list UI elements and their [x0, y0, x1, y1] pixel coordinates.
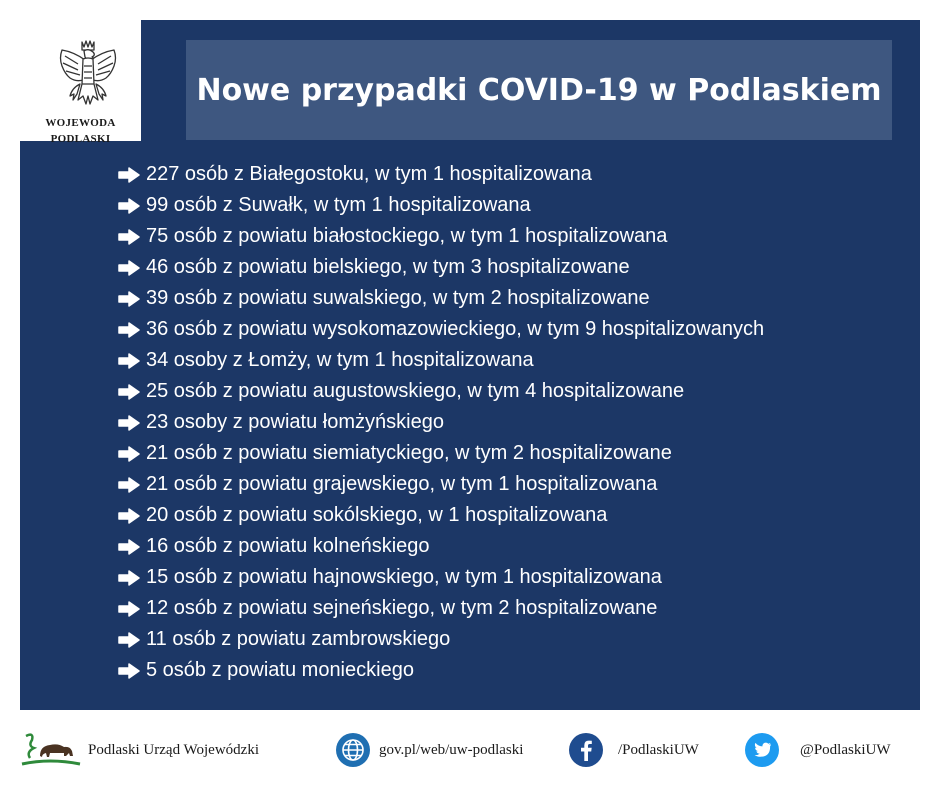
- list-item-text: 34 osoby z Łomży, w tym 1 hospitalizowana: [146, 349, 534, 371]
- list-item: [117, 469, 907, 500]
- list-item-text: 99 osób z Suwałk, w tym 1 hospitalizowana: [146, 194, 531, 216]
- arrow-right-icon: [117, 260, 141, 276]
- list-item-text: 21 osób z powiatu siemiatyckiego, w tym 2 hospitalizowane: [146, 442, 672, 464]
- list-item-text: 75 osób z powiatu białostockiego, w tym 1 hospitalizowana: [146, 225, 668, 247]
- arrow-right-icon: [117, 477, 141, 493]
- arrow-right-icon: [117, 508, 141, 524]
- emblem-title-line1: WOJEWODA: [45, 117, 116, 129]
- list-item-text: 20 osób z powiatu sokólskiego, w 1 hospitalizowana: [146, 504, 608, 526]
- arrow-right-icon: [117, 229, 141, 245]
- list-item-text: 23 osoby z powiatu łomżyńskiego: [146, 411, 444, 433]
- facebook-icon: [568, 732, 604, 768]
- arrow-right-icon: [117, 601, 141, 617]
- footer-website[interactable]: [335, 720, 523, 780]
- footer-twitter[interactable]: [744, 720, 890, 780]
- list-item: [117, 314, 907, 345]
- arrow-right-icon: [117, 632, 141, 648]
- page-title: Nowe przypadki COVID-19 w Podlaskiem: [196, 72, 882, 108]
- arrow-right-icon: [117, 539, 141, 555]
- list-item-text: 227 osób z Białegostoku, w tym 1 hospitalizowana: [146, 163, 592, 185]
- list-item: [117, 221, 907, 252]
- arrow-right-icon: [117, 384, 141, 400]
- list-item: [117, 407, 907, 438]
- list-item-text: 12 osób z powiatu sejneńskiego, w tym 2 hospitalizowane: [146, 597, 658, 619]
- footer-facebook-link[interactable]: /PodlaskiUW: [618, 741, 699, 758]
- list-item: [117, 531, 907, 562]
- list-item: [117, 438, 907, 469]
- arrow-right-icon: [117, 570, 141, 586]
- list-item-text: 25 osób z powiatu augustowskiego, w tym 4 hospitalizowane: [146, 380, 685, 402]
- list-item: [117, 593, 907, 624]
- arrow-right-icon: [117, 353, 141, 369]
- arrow-right-icon: [117, 198, 141, 214]
- list-item: [117, 283, 907, 314]
- list-item-text: 5 osób z powiatu monieckiego: [146, 659, 414, 681]
- list-item-text: 21 osób z powiatu grajewskiego, w tym 1 hospitalizowana: [146, 473, 658, 495]
- footer-website-link[interactable]: gov.pl/web/uw-podlaski: [379, 741, 524, 758]
- twitter-icon: [744, 732, 780, 768]
- list-item: [117, 159, 907, 190]
- list-item-text: 11 osób z powiatu zambrowskiego: [146, 628, 451, 650]
- list-item-text: 36 osób z powiatu wysokomazowieckiego, w tym 9 hospitalizowanych: [146, 318, 765, 340]
- list-item: [117, 345, 907, 376]
- globe-icon: [335, 732, 371, 768]
- list-item-text: 15 osób z powiatu hajnowskiego, w tym 1 hospitalizowana: [146, 566, 662, 588]
- list-item: [117, 376, 907, 407]
- arrow-right-icon: [117, 415, 141, 431]
- footer-office-label: Podlaski Urząd Wojewódzki: [88, 741, 259, 758]
- arrow-right-icon: [117, 663, 141, 679]
- list-item-text: 46 osób z powiatu bielskiego, w tym 3 hospitalizowane: [146, 256, 630, 278]
- arrow-right-icon: [117, 291, 141, 307]
- list-item-text: 16 osób z powiatu kolneńskiego: [146, 535, 430, 557]
- footer-twitter-link[interactable]: @PodlaskiUW: [800, 741, 891, 758]
- bison-logo-icon: [20, 730, 82, 770]
- arrow-right-icon: [117, 322, 141, 338]
- polish-eagle-icon: [56, 38, 120, 112]
- footer: [0, 720, 940, 780]
- list-item: [117, 252, 907, 283]
- footer-facebook[interactable]: [568, 720, 699, 780]
- case-list: [117, 159, 907, 686]
- list-item: [117, 624, 907, 655]
- title-banner: [186, 40, 892, 140]
- list-item: [117, 500, 907, 531]
- list-item: [117, 655, 907, 686]
- list-item-text: 39 osób z powiatu suwalskiego, w tym 2 hospitalizowane: [146, 287, 650, 309]
- list-item: [117, 190, 907, 221]
- arrow-right-icon: [117, 167, 141, 183]
- footer-office: [20, 720, 259, 780]
- emblem-box: [20, 20, 141, 145]
- emblem-title-line2: PODLASKI: [50, 133, 111, 145]
- list-item: [117, 562, 907, 593]
- arrow-right-icon: [117, 446, 141, 462]
